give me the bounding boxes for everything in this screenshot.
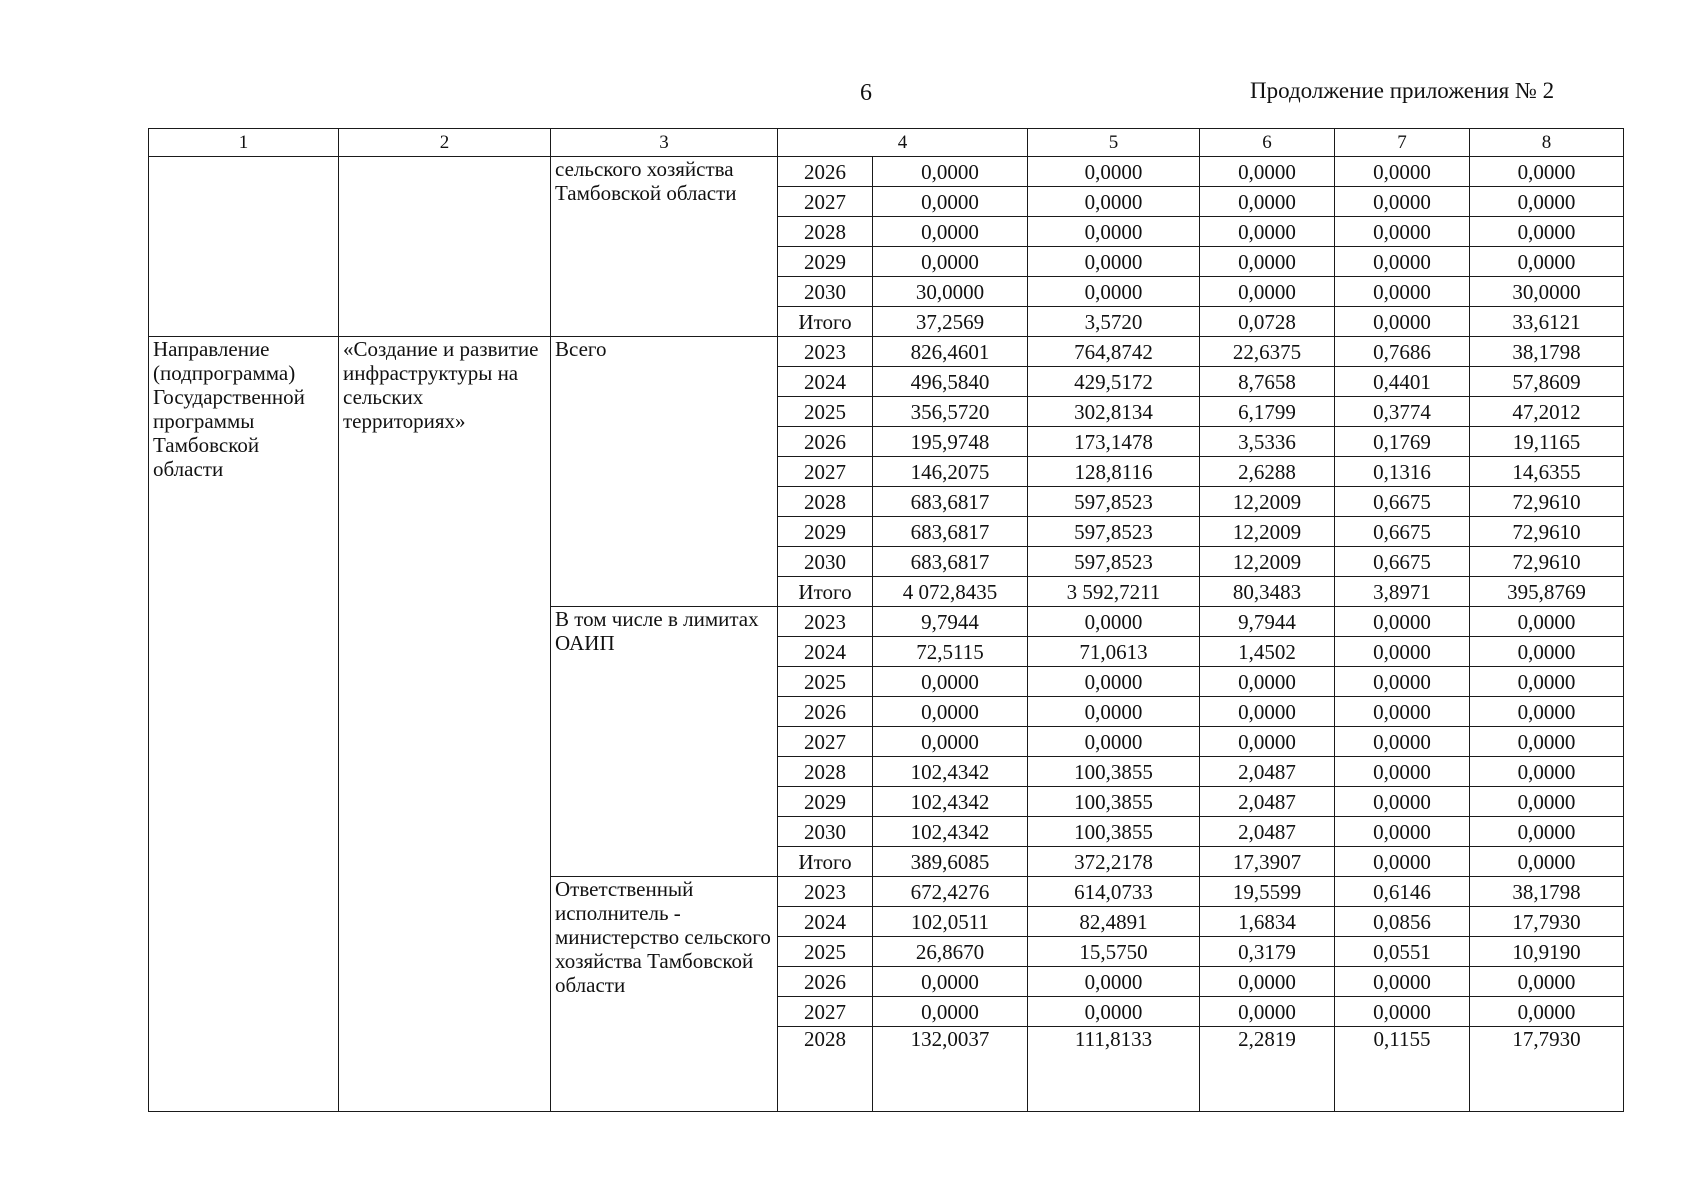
value-cell-8: 72,9610	[1470, 547, 1624, 577]
column-header-1: 1	[149, 129, 339, 157]
year-cell: 2026	[778, 967, 873, 997]
value-cell-5: 0,0000	[1028, 667, 1200, 697]
value-cell-8: 0,0000	[1470, 727, 1624, 757]
value-cell-8: 0,0000	[1470, 997, 1624, 1027]
year-cell: 2024	[778, 907, 873, 937]
direction-cell: Направление (подпрограмма) Государственной программы Тамбовской области	[149, 337, 339, 1112]
value-cell-8: 38,1798	[1470, 337, 1624, 367]
value-cell-4: 672,4276	[873, 877, 1028, 907]
value-cell-8: 0,0000	[1470, 967, 1624, 997]
value-cell-7: 0,0000	[1335, 637, 1470, 667]
value-cell-7: 0,0000	[1335, 997, 1470, 1027]
year-cell: Итого	[778, 307, 873, 337]
value-cell-7: 0,0000	[1335, 817, 1470, 847]
value-cell-8: 38,1798	[1470, 877, 1624, 907]
value-cell-4: 0,0000	[873, 997, 1028, 1027]
value-cell-8: 47,2012	[1470, 397, 1624, 427]
value-cell-6: 0,0000	[1200, 217, 1335, 247]
value-cell-8: 72,9610	[1470, 487, 1624, 517]
value-cell-5: 597,8523	[1028, 547, 1200, 577]
year-cell: 2025	[778, 667, 873, 697]
value-cell-5: 173,1478	[1028, 427, 1200, 457]
value-cell-4: 72,5115	[873, 637, 1028, 667]
value-cell-6: 0,0000	[1200, 247, 1335, 277]
section-label-cell: сельского хозяйства Тамбовской области	[551, 157, 778, 337]
value-cell-8: 30,0000	[1470, 277, 1624, 307]
value-cell-5: 0,0000	[1028, 187, 1200, 217]
section-label-cell: Всего	[551, 337, 778, 607]
value-cell-6: 3,5336	[1200, 427, 1335, 457]
value-cell-7: 0,6675	[1335, 487, 1470, 517]
value-cell-4: 0,0000	[873, 727, 1028, 757]
value-cell-8: 14,6355	[1470, 457, 1624, 487]
value-cell-7: 0,7686	[1335, 337, 1470, 367]
year-cell: 2026	[778, 427, 873, 457]
value-cell-5: 82,4891	[1028, 907, 1200, 937]
value-cell-5: 15,5750	[1028, 937, 1200, 967]
column-number-row	[149, 129, 1624, 157]
value-cell-5: 100,3855	[1028, 817, 1200, 847]
value-cell-4: 356,5720	[873, 397, 1028, 427]
value-cell-4: 132,0037	[873, 1027, 1028, 1112]
value-cell-8: 0,0000	[1470, 757, 1624, 787]
value-cell-5: 0,0000	[1028, 697, 1200, 727]
year-cell: 2023	[778, 337, 873, 367]
value-cell-8: 10,9190	[1470, 937, 1624, 967]
value-cell-5: 3,5720	[1028, 307, 1200, 337]
value-cell-6: 1,6834	[1200, 907, 1335, 937]
value-cell-6: 0,0000	[1200, 667, 1335, 697]
value-cell-8: 0,0000	[1470, 187, 1624, 217]
value-cell-6: 2,0487	[1200, 757, 1335, 787]
value-cell-8: 19,1165	[1470, 427, 1624, 457]
year-cell: Итого	[778, 847, 873, 877]
value-cell-4: 496,5840	[873, 367, 1028, 397]
year-cell: Итого	[778, 577, 873, 607]
value-cell-4: 826,4601	[873, 337, 1028, 367]
year-cell: 2030	[778, 817, 873, 847]
value-cell-8: 0,0000	[1470, 697, 1624, 727]
value-cell-4: 683,6817	[873, 487, 1028, 517]
column-header-7: 7	[1335, 129, 1470, 157]
value-cell-7: 0,0000	[1335, 757, 1470, 787]
column-header-6: 6	[1200, 129, 1335, 157]
value-cell-8: 33,6121	[1470, 307, 1624, 337]
column-header-2: 2	[339, 129, 551, 157]
value-cell-8: 395,8769	[1470, 577, 1624, 607]
year-cell: 2030	[778, 547, 873, 577]
value-cell-5: 0,0000	[1028, 727, 1200, 757]
value-cell-4: 0,0000	[873, 157, 1028, 187]
value-cell-6: 80,3483	[1200, 577, 1335, 607]
value-cell-4: 9,7944	[873, 607, 1028, 637]
value-cell-5: 429,5172	[1028, 367, 1200, 397]
value-cell-5: 0,0000	[1028, 967, 1200, 997]
value-cell-8: 0,0000	[1470, 847, 1624, 877]
value-cell-4: 683,6817	[873, 547, 1028, 577]
value-cell-4: 389,6085	[873, 847, 1028, 877]
section-label-cell: Ответственный исполнитель - министерство сельского хозяйства Тамбовской области	[551, 877, 778, 1112]
year-cell: 2027	[778, 727, 873, 757]
value-cell-6: 9,7944	[1200, 607, 1335, 637]
value-cell-4: 0,0000	[873, 697, 1028, 727]
table-body	[149, 157, 1624, 1112]
value-cell-7: 0,0000	[1335, 607, 1470, 637]
year-cell: 2027	[778, 457, 873, 487]
year-cell: 2025	[778, 397, 873, 427]
value-cell-5: 71,0613	[1028, 637, 1200, 667]
value-cell-6: 12,2009	[1200, 547, 1335, 577]
value-cell-8: 17,7930	[1470, 907, 1624, 937]
value-cell-7: 0,1769	[1335, 427, 1470, 457]
year-cell: 2023	[778, 877, 873, 907]
value-cell-5: 0,0000	[1028, 217, 1200, 247]
value-cell-7: 0,0000	[1335, 247, 1470, 277]
value-cell-6: 12,2009	[1200, 517, 1335, 547]
column-header-5: 5	[1028, 129, 1200, 157]
value-cell-8: 0,0000	[1470, 157, 1624, 187]
value-cell-6: 2,0487	[1200, 817, 1335, 847]
value-cell-4: 4 072,8435	[873, 577, 1028, 607]
year-cell: 2024	[778, 367, 873, 397]
value-cell-7: 0,0000	[1335, 187, 1470, 217]
value-cell-8: 72,9610	[1470, 517, 1624, 547]
value-cell-4: 102,4342	[873, 817, 1028, 847]
value-cell-7: 0,0000	[1335, 847, 1470, 877]
value-cell-5: 597,8523	[1028, 487, 1200, 517]
page-number: 6	[860, 80, 872, 106]
value-cell-7: 0,0000	[1335, 667, 1470, 697]
value-cell-8: 0,0000	[1470, 217, 1624, 247]
value-cell-4: 683,6817	[873, 517, 1028, 547]
value-cell-7: 0,0000	[1335, 157, 1470, 187]
value-cell-8: 0,0000	[1470, 817, 1624, 847]
column-header-4: 4	[778, 129, 1028, 157]
value-cell-5: 0,0000	[1028, 997, 1200, 1027]
value-cell-6: 0,0000	[1200, 697, 1335, 727]
value-cell-5: 0,0000	[1028, 247, 1200, 277]
value-cell-6: 0,0000	[1200, 277, 1335, 307]
value-cell-8: 0,0000	[1470, 247, 1624, 277]
value-cell-6: 0,0000	[1200, 967, 1335, 997]
year-cell: 2029	[778, 517, 873, 547]
value-cell-7: 0,6675	[1335, 547, 1470, 577]
value-cell-6: 0,0728	[1200, 307, 1335, 337]
value-cell-6: 22,6375	[1200, 337, 1335, 367]
year-cell: 2027	[778, 187, 873, 217]
value-cell-5: 0,0000	[1028, 277, 1200, 307]
direction-cell	[149, 157, 339, 337]
value-cell-5: 597,8523	[1028, 517, 1200, 547]
value-cell-7: 0,0000	[1335, 787, 1470, 817]
value-cell-6: 1,4502	[1200, 637, 1335, 667]
year-cell: 2029	[778, 247, 873, 277]
value-cell-4: 0,0000	[873, 967, 1028, 997]
value-cell-7: 0,6675	[1335, 517, 1470, 547]
year-cell: 2028	[778, 1027, 873, 1112]
value-cell-7: 0,1155	[1335, 1027, 1470, 1112]
column-header-3: 3	[551, 129, 778, 157]
financing-table	[148, 128, 1624, 1112]
year-cell: 2023	[778, 607, 873, 637]
value-cell-6: 0,0000	[1200, 157, 1335, 187]
year-cell: 2026	[778, 157, 873, 187]
value-cell-4: 102,0511	[873, 907, 1028, 937]
value-cell-7: 0,0000	[1335, 277, 1470, 307]
value-cell-7: 0,4401	[1335, 367, 1470, 397]
value-cell-7: 0,0000	[1335, 307, 1470, 337]
value-cell-5: 614,0733	[1028, 877, 1200, 907]
value-cell-4: 102,4342	[873, 787, 1028, 817]
value-cell-5: 372,2178	[1028, 847, 1200, 877]
value-cell-7: 0,0856	[1335, 907, 1470, 937]
value-cell-5: 302,8134	[1028, 397, 1200, 427]
year-cell: 2024	[778, 637, 873, 667]
value-cell-7: 0,6146	[1335, 877, 1470, 907]
value-cell-5: 0,0000	[1028, 607, 1200, 637]
value-cell-5: 111,8133	[1028, 1027, 1200, 1112]
value-cell-8: 17,7930	[1470, 1027, 1624, 1112]
value-cell-6: 2,0487	[1200, 787, 1335, 817]
value-cell-6: 0,0000	[1200, 187, 1335, 217]
value-cell-7: 0,0551	[1335, 937, 1470, 967]
value-cell-7: 0,3774	[1335, 397, 1470, 427]
table-row	[149, 337, 1624, 367]
value-cell-4: 0,0000	[873, 187, 1028, 217]
value-cell-8: 57,8609	[1470, 367, 1624, 397]
value-cell-4: 0,0000	[873, 667, 1028, 697]
value-cell-6: 2,6288	[1200, 457, 1335, 487]
subprogram-cell	[339, 157, 551, 337]
value-cell-6: 0,0000	[1200, 727, 1335, 757]
section-label-cell: В том числе в лимитах ОАИП	[551, 607, 778, 877]
value-cell-4: 146,2075	[873, 457, 1028, 487]
value-cell-8: 0,0000	[1470, 667, 1624, 697]
year-cell: 2029	[778, 787, 873, 817]
year-cell: 2028	[778, 487, 873, 517]
value-cell-4: 0,0000	[873, 247, 1028, 277]
year-cell: 2028	[778, 217, 873, 247]
value-cell-4: 37,2569	[873, 307, 1028, 337]
value-cell-4: 26,8670	[873, 937, 1028, 967]
value-cell-5: 100,3855	[1028, 757, 1200, 787]
year-cell: 2030	[778, 277, 873, 307]
value-cell-7: 0,0000	[1335, 727, 1470, 757]
value-cell-6: 2,2819	[1200, 1027, 1335, 1112]
column-header-8: 8	[1470, 129, 1624, 157]
subprogram-cell: «Создание и развитие инфраструктуры на сельских территориях»	[339, 337, 551, 1112]
value-cell-6: 8,7658	[1200, 367, 1335, 397]
value-cell-7: 0,0000	[1335, 967, 1470, 997]
year-cell: 2026	[778, 697, 873, 727]
value-cell-6: 12,2009	[1200, 487, 1335, 517]
value-cell-4: 0,0000	[873, 217, 1028, 247]
value-cell-5: 0,0000	[1028, 157, 1200, 187]
value-cell-6: 0,3179	[1200, 937, 1335, 967]
value-cell-5: 3 592,7211	[1028, 577, 1200, 607]
value-cell-8: 0,0000	[1470, 637, 1624, 667]
value-cell-7: 0,0000	[1335, 697, 1470, 727]
value-cell-8: 0,0000	[1470, 787, 1624, 817]
value-cell-5: 100,3855	[1028, 787, 1200, 817]
table-row	[149, 157, 1624, 187]
value-cell-7: 3,8971	[1335, 577, 1470, 607]
value-cell-6: 19,5599	[1200, 877, 1335, 907]
value-cell-8: 0,0000	[1470, 607, 1624, 637]
value-cell-4: 195,9748	[873, 427, 1028, 457]
value-cell-7: 0,0000	[1335, 217, 1470, 247]
year-cell: 2025	[778, 937, 873, 967]
value-cell-6: 0,0000	[1200, 997, 1335, 1027]
year-cell: 2027	[778, 997, 873, 1027]
year-cell: 2028	[778, 757, 873, 787]
appendix-note: Продолжение приложения № 2	[1250, 78, 1555, 103]
value-cell-5: 764,8742	[1028, 337, 1200, 367]
value-cell-4: 30,0000	[873, 277, 1028, 307]
value-cell-6: 6,1799	[1200, 397, 1335, 427]
value-cell-5: 128,8116	[1028, 457, 1200, 487]
value-cell-7: 0,1316	[1335, 457, 1470, 487]
value-cell-4: 102,4342	[873, 757, 1028, 787]
value-cell-6: 17,3907	[1200, 847, 1335, 877]
